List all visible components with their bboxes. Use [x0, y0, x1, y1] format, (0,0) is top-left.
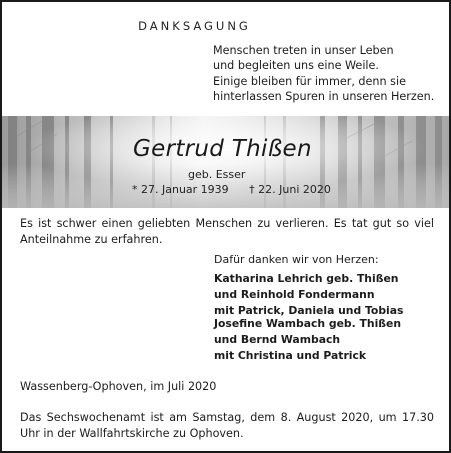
life-dates	[132, 183, 331, 196]
family-group	[214, 316, 401, 363]
thanks-intro: Dafür danken wir von Herzen:	[214, 253, 379, 266]
notice-heading: DANKSAGUNG	[138, 19, 251, 33]
mass-announcement: Das Sechswochenamt ist am Samstag, dem 8. August 2020, um 17.30 Uhr in der Wallfahrtskirche zu Ophoven.	[20, 411, 434, 440]
place-and-date: Wassenberg-Ophoven, im Juli 2020	[20, 380, 217, 393]
family-line: Josefine Wambach geb. Thißen	[214, 317, 402, 330]
poem-line: und begleiten uns eine Weile.	[213, 59, 379, 73]
family-line: mit Christina und Patrick	[214, 348, 367, 362]
poem	[213, 43, 434, 105]
birth-name: geb. Esser	[188, 168, 246, 181]
family-line: mit Patrick, Daniela und Tobias	[214, 303, 404, 317]
poem-line: hinterlassen Spuren in unseren Herzen.	[213, 90, 435, 104]
deceased-name: Gertrud Thißen	[133, 136, 312, 162]
poem-line: Menschen treten in unser Leben	[213, 44, 394, 57]
poem-line: Einige bleiben für immer, denn sie	[213, 74, 406, 88]
gratitude-paragraph: Es ist schwer einen geliebten Menschen zu verlieren. Es tat gut so viel Anteilnahme zu erfahren.	[20, 217, 434, 246]
family-line: und Bernd Wambach	[214, 332, 341, 346]
family-line: Katharina Lehrich geb. Thißen	[214, 272, 399, 285]
death-date: † 22. Juni 2020	[249, 183, 331, 196]
birth-date: * 27. Januar 1939	[132, 183, 229, 196]
family-group	[214, 271, 403, 318]
family-line: und Reinhold Fondermann	[214, 287, 375, 301]
